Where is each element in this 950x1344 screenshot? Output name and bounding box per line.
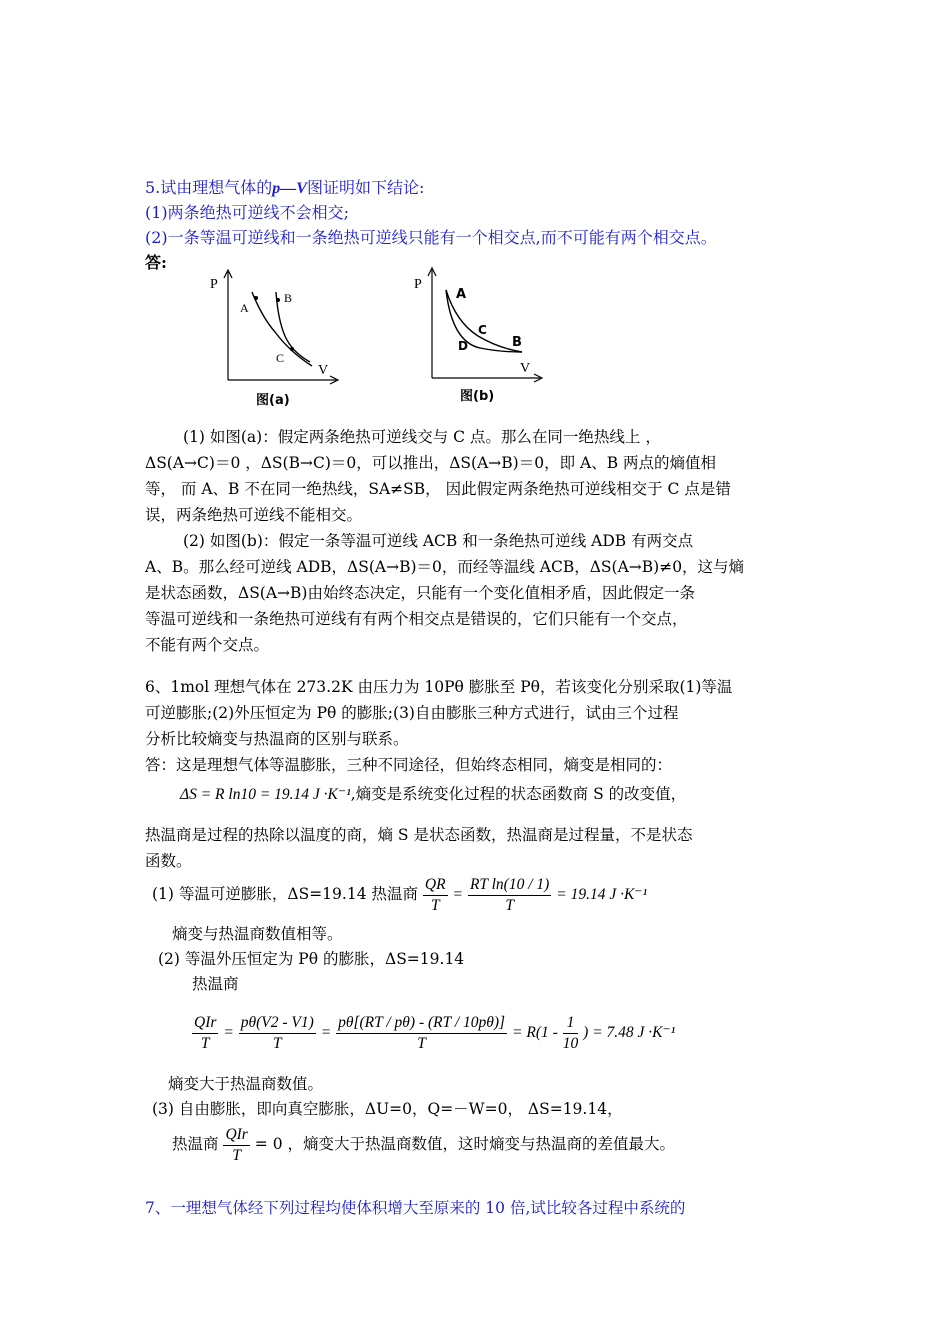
q6-case2-equation: $\frac{\text{QIr}}{T}$ = $\frac{p\theta(V2 - V1)}{T}$ = $\frac{p\theta[(RT / p\theta) - (RT / 10p\theta)]}{T}$ = R(1 - $\frac{1}{10}$ ) = 7.48 J ·K⁻¹ [194,1013,676,1052]
ans5-p2-line4: 等温可逆线和一条绝热可逆线有有两个相交点是错误的，它们只能有一个交点， [145,610,688,628]
figure-a [200,262,350,412]
fig-a-label-p: P [210,277,218,292]
q6-case3: (3) 自由膨胀，即向真空膨胀，ΔU=0，Q=－W=0， ΔS=19.14， [152,1100,623,1118]
fig-a-label-a: A [240,301,249,315]
q6-case2-label: 热温商 [192,975,239,993]
fig-b-label-v: V [520,361,531,376]
q6-case1: (1) 等温可逆膨胀，ΔS=19.14 热温商 $\frac{QR}{T}$ = $\frac{\text{RT ln(10 / 1)}}{T}$ = 19.14 J ·K⁻¹ [152,875,648,914]
q5-title: 5.试由理想气体的p—V图证明如下结论: [145,178,425,197]
fig-b-label-c: C [478,323,487,337]
fig-b-caption: 图(b) [460,389,495,404]
ans5-p2-line3: 是状态函数，ΔS(A→B)由始终态决定，只能有一个变化值相矛盾，因此假定一条 [145,584,695,602]
q6-case1-note: 熵变与热温商数值相等。 [172,925,343,943]
ans5-p1-line4: 误，两条绝热可逆线不能相交。 [145,506,363,524]
fig-a-label-c: C [276,351,285,365]
q6-line3: 分析比较熵变与热温商的区别与联系。 [145,730,409,748]
ans5-p1-line2: ΔS(A→C)＝0 ，ΔS(B→C)＝0，可以推出，ΔS(A→B)＝0，即 A、B 两点的熵值相 [145,454,717,472]
q6-case3-equation: 热温商 $\frac{\text{QIr}}{T}$ = 0 ，熵变大于热温商数值，这时熵变与热温商的差值最大。 [172,1125,675,1164]
fig-b-label-d: D [458,339,468,353]
case1-fraction-rt: $\frac{\text{RT ln(10 / 1)}}{T}$ [469,875,550,914]
q6-case2-note: 熵变大于热温商数值。 [168,1075,324,1093]
q6-case2: (2) 等温外压恒定为 Pθ 的膨胀，ΔS=19.14 [158,950,465,968]
q6-line1: 6、1mol 理想气体在 273.2K 由压力为 10Pθ 膨胀至 Pθ，若该变化分别采取(1)等温 [145,678,733,696]
fig-a-label-v: V [318,363,329,378]
ans5-p1-line3: 等， 而 A、B 不在同一绝热线，SA≠SB， 因此假定两条绝热可逆线相交于 C 点是错 [145,480,731,498]
ans5-p2-line2: A、B。那么经可逆线 ADB，ΔS(A→B)＝0，而经等温线 ACB，ΔS(A→B)≠0，这与熵 [145,558,745,576]
q6-line2: 可逆膨胀;(2)外压恒定为 Pθ 的膨胀;(3)自由膨胀三种方式进行，试由三个过程 [145,704,679,722]
fig-b-label-b: B [512,335,522,350]
q6-answer-line1: 答：这是理想气体等温膨胀，三种不同途径，但始终态相同，熵变是相同的： [145,756,673,774]
fig-b-label-p: P [414,277,422,292]
ans5-p2-line1: (2) 如图(b)：假定一条等温可逆线 ACB 和一条绝热可逆线 ADB 有两交点 [183,532,694,550]
ans5-p2-line5: 不能有两个交点。 [145,636,270,654]
q5-item-2: (2)一条等温可逆线和一条绝热可逆线只能有一个相交点,而不可能有两个相交点。 [145,228,717,247]
q5-item-1: (1)两条绝热可逆线不会相交; [145,203,350,222]
ans5-p1-line1: (1) 如图(a)：假定两条绝热可逆线交与 C 点。那么在同一绝热线上 ， [183,428,661,446]
q6-entropy-equation: ΔS = R ln10 = 19.14 J ·K⁻¹,熵变是系统变化过程的状态函数商 S 的改变值， [180,785,687,803]
fig-a-label-b: B [284,291,293,305]
fig-a-caption: 图(a) [256,393,290,408]
q5-answer-label: 答: [145,253,167,272]
q6-answer-line4: 函数。 [145,852,192,870]
case1-fraction-qr: $\frac{QR}{T}$ [424,875,446,914]
fig-b-label-a: A [456,287,467,302]
q6-answer-line3: 热温商是过程的热除以温度的商，熵 S 是状态函数，热温商是过程量，不是状态 [145,826,693,844]
figure-b [400,262,560,412]
q7-line1: 7、一理想气体经下列过程均使体积增大至原来的 10 倍,试比较各过程中系统的 [145,1199,686,1217]
